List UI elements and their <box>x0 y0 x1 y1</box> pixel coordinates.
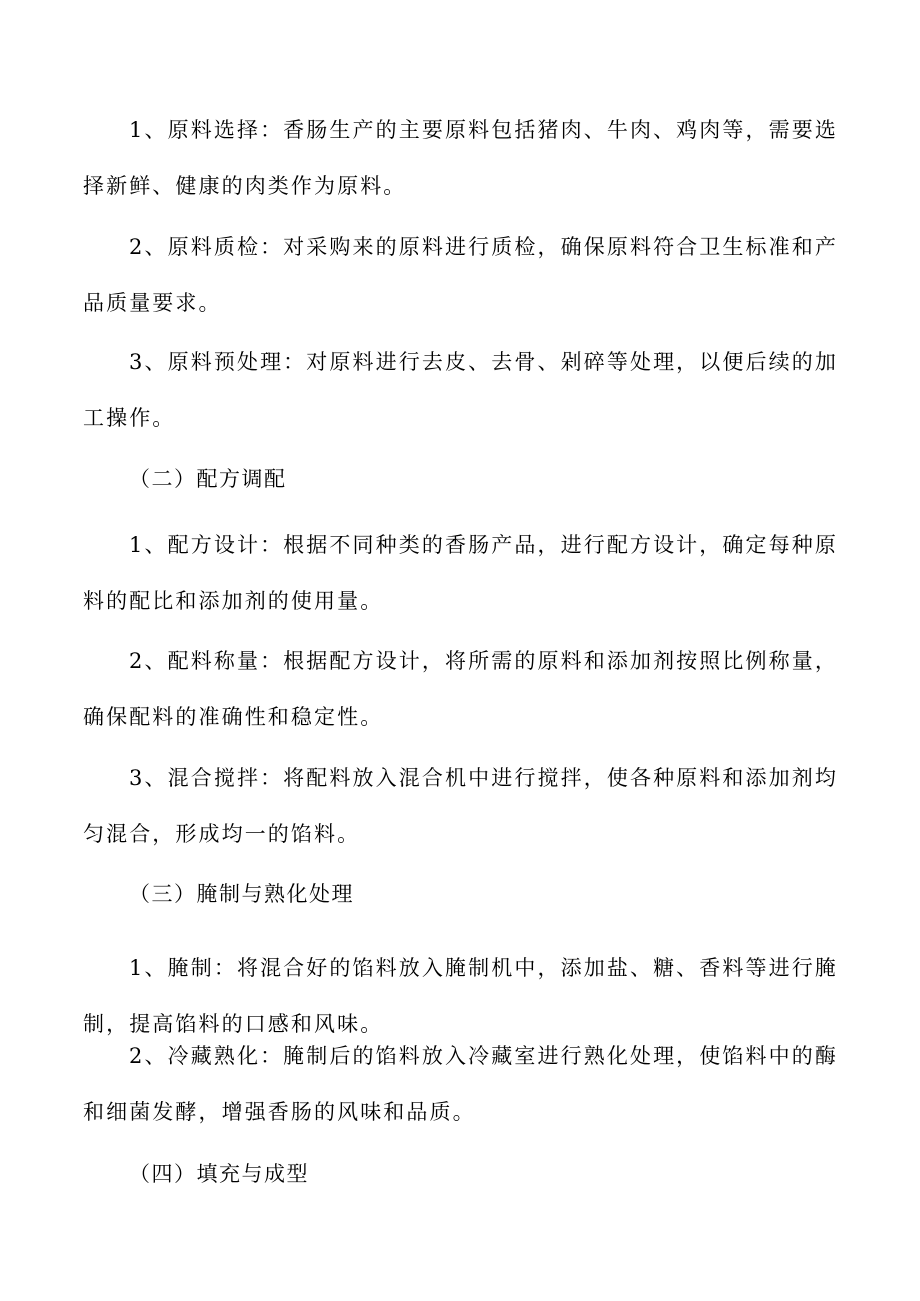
section-heading-formula: （二）配方调配 <box>129 467 287 491</box>
paragraph-raw-material-selection: 1、原料选择：香肠生产的主要原料包括猪肉、牛肉、鸡肉等，需要选择新鲜、健康的肉类作为原料。 <box>83 118 838 198</box>
paragraph-mixing: 3、混合搅拌：将配料放入混合机中进行搅拌，使各种原料和添加剂均匀混合，形成均一的馅料。 <box>83 766 838 846</box>
paragraph-raw-material-inspection: 2、原料质检：对采购来的原料进行质检，确保原料符合卫生标准和产品质量要求。 <box>83 235 838 315</box>
paragraph-cold-maturation: 2、冷藏熟化：腌制后的馅料放入冷藏室进行熟化处理，使馅料中的酶和细菌发酵，增强香肠的风味和品质。 <box>83 1044 838 1124</box>
section-heading-filling: （四）填充与成型 <box>129 1162 309 1186</box>
paragraph-curing: 1、腌制：将混合好的馅料放入腌制机中，添加盐、糖、香料等进行腌制，提高馅料的口感和风味。 <box>83 956 838 1036</box>
paragraph-formula-design: 1、配方设计：根据不同种类的香肠产品，进行配方设计，确定每种原料的配比和添加剂的使用量。 <box>83 533 838 613</box>
paragraph-raw-material-pretreatment: 3、原料预处理：对原料进行去皮、去骨、剁碎等处理，以便后续的加工操作。 <box>83 350 838 430</box>
paragraph-ingredient-weighing: 2、配料称量：根据配方设计，将所需的原料和添加剂按照比例称量，确保配料的准确性和稳定性。 <box>83 649 838 729</box>
section-heading-curing: （三）腌制与熟化处理 <box>129 882 354 906</box>
